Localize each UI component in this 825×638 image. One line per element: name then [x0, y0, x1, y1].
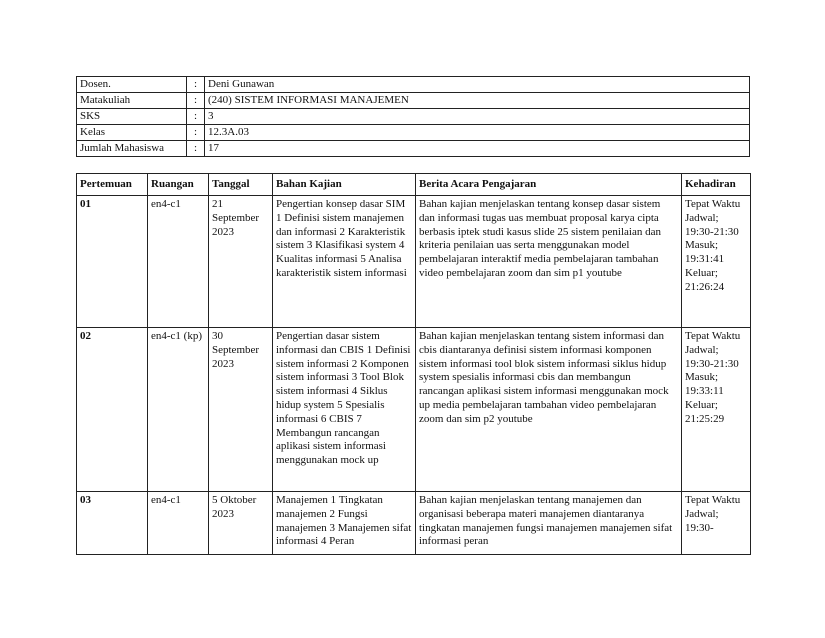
cell-text: 5 Oktober 2023	[212, 494, 257, 520]
cell-berita-acara: Bahan kajian menjelaskan tentang konsep dasar sistem dan informasi tugas uas membuat proposal karya cipta berbasis iptek studi kasus slide 25 sistem penilaian dan kriteria penilaian uas serta menggunakan model pembelajaran interaktif media pembelajaran tambahan video pembelajaran zoom dan sim p1 youtube	[416, 196, 682, 328]
course-info-table	[76, 76, 750, 157]
info-label: Matakuliah	[77, 93, 187, 109]
info-row-kelas	[77, 125, 750, 141]
cell-pertemuan	[77, 492, 148, 555]
cell-berita-acara: Bahan kajian menjelaskan tentang sistem informasi dan cbis diantaranya definisi sistem informasi komponen sistem informasi tool blok sistem informasi siklus hidup system spesialis informasi cbis dan membangun rancangan aplikasi sistem informasi menggunakan mock up media pembelajaran tambahan video pembelajaran zoom dan sim p2 youtube	[416, 328, 682, 492]
info-row-jumlah-mahasiswa	[77, 141, 750, 157]
cell-text: en4-c1	[151, 494, 181, 506]
header-ruangan: Ruangan	[148, 174, 209, 196]
info-value: Deni Gunawan	[205, 77, 750, 93]
info-separator: :	[187, 125, 205, 141]
table-row	[77, 492, 751, 555]
info-row-dosen	[77, 77, 750, 93]
cell-text: Manajemen 1 Tingkatan manajemen 2 Fungsi manajemen 3 Manajemen sifat informasi 4 Peran	[276, 494, 412, 548]
info-value: 3	[205, 109, 750, 125]
cell-ruangan: en4-c1 (kp)	[148, 328, 209, 492]
cell-text: Bahan kajian menjelaskan tentang manajemen dan organisasi beberapa materi manajemen diantaranya tingkatan manajemen fungsi manajemen manajemen sifat informasi peran	[419, 494, 673, 548]
cell-kehadiran: Tepat Waktu Jadwal; 19:30-21:30 Masuk; 19:31:41 Keluar; 21:26:24	[682, 196, 751, 328]
info-label: Kelas	[77, 125, 187, 141]
cell-pertemuan: 01	[77, 196, 148, 328]
cell-tanggal: 30 September 2023	[209, 328, 273, 492]
header-kehadiran: Kehadiran	[682, 174, 751, 196]
cell-text: Tepat Waktu Jadwal; 19:30-	[685, 494, 741, 534]
cell-ruangan: en4-c1	[148, 196, 209, 328]
cell-kehadiran: Tepat Waktu Jadwal; 19:30-21:30 Masuk; 19:33:11 Keluar; 21:25:29	[682, 328, 751, 492]
info-row-sks	[77, 109, 750, 125]
cell-text: 03	[80, 494, 91, 506]
header-bahan-kajian: Bahan Kajian	[273, 174, 416, 196]
info-label: Jumlah Mahasiswa	[77, 141, 187, 157]
cell-bahan-kajian: Pengertian konsep dasar SIM 1 Definisi sistem manajemen dan informasi 2 Karakteristik sistem 3 Klasifikasi system 4 Kualitas informasi 5 Analisa karakteristik sistem informasi	[273, 196, 416, 328]
header-pertemuan: Pertemuan	[77, 174, 148, 196]
cell-ruangan	[148, 492, 209, 555]
teaching-log-table	[76, 173, 751, 555]
info-label: SKS	[77, 109, 187, 125]
table-row	[77, 196, 751, 328]
info-value: 12.3A.03	[205, 125, 750, 141]
info-row-matakuliah	[77, 93, 750, 109]
info-value: 17	[205, 141, 750, 157]
cell-bahan-kajian: Pengertian dasar sistem informasi dan CBIS 1 Definisi sistem informasi 2 Komponen sistem informasi 3 Tool Blok sistem informasi 4 Siklus hidup system 5 Spesialis informasi 6 CBIS 7 Membangun rancangan aplikasi sistem informasi menggunakan mock up	[273, 328, 416, 492]
cell-pertemuan: 02	[77, 328, 148, 492]
header-berita-acara: Berita Acara Pengajaran	[416, 174, 682, 196]
info-separator: :	[187, 109, 205, 125]
info-value: (240) SISTEM INFORMASI MANAJEMEN	[205, 93, 750, 109]
header-tanggal: Tanggal	[209, 174, 273, 196]
cell-tanggal: 21 September 2023	[209, 196, 273, 328]
info-separator: :	[187, 93, 205, 109]
info-label: Dosen.	[77, 77, 187, 93]
info-separator: :	[187, 141, 205, 157]
table-row	[77, 328, 751, 492]
cell-berita-acara	[416, 492, 682, 555]
table-header-row	[77, 174, 751, 196]
info-separator: :	[187, 77, 205, 93]
cell-tanggal	[209, 492, 273, 555]
cell-kehadiran	[682, 492, 751, 555]
cell-bahan-kajian	[273, 492, 416, 555]
